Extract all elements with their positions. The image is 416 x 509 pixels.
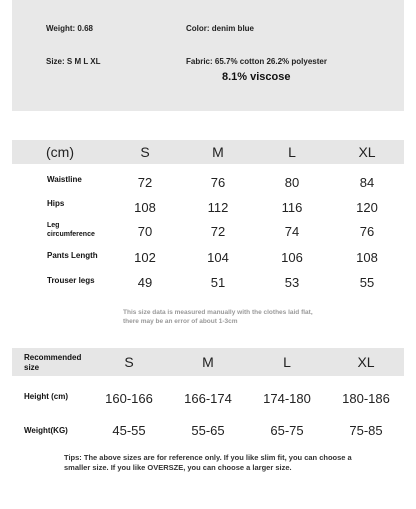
row-label-hips: Hips — [47, 199, 65, 208]
weight-s: 45-55 — [112, 423, 146, 438]
unit-label: (cm) — [46, 144, 74, 160]
trouser-legs-m: 51 — [210, 275, 226, 290]
pants-length-s: 102 — [134, 250, 156, 265]
trouser-legs-s: 49 — [137, 275, 153, 290]
pants-length-l: 106 — [281, 250, 303, 265]
weight-m: 55-65 — [191, 423, 225, 438]
waistline-l: 80 — [284, 175, 300, 190]
height-m: 166-174 — [184, 391, 232, 406]
height-xl: 180-186 — [342, 391, 390, 406]
height-s: 160-166 — [105, 391, 153, 406]
color-info: Color: denim blue — [186, 24, 254, 33]
hips-xl: 120 — [356, 200, 378, 215]
fabric-info: Fabric: 65.7% cotton 26.2% polyester — [186, 57, 327, 66]
recommend-header-s: S — [124, 354, 134, 370]
recommend-header-l: L — [283, 354, 291, 370]
height-l: 174-180 — [263, 391, 311, 406]
hips-s: 108 — [134, 200, 156, 215]
row-label-pants-length: Pants Length — [47, 251, 98, 260]
leg-xl: 76 — [359, 224, 375, 239]
size-header-xl: XL — [358, 144, 376, 160]
recommend-header-m: M — [202, 354, 214, 370]
product-info-panel — [12, 0, 404, 111]
row-label-height: Height (cm) — [24, 392, 68, 401]
measurement-note-line2: there may be an error of about 1-3cm — [123, 318, 238, 325]
weight-l: 65-75 — [270, 423, 304, 438]
waistline-s: 72 — [137, 175, 153, 190]
row-label-leg-2: circumference — [47, 231, 95, 238]
pants-length-m: 104 — [207, 250, 229, 265]
hips-m: 112 — [207, 200, 229, 215]
recommended-label-2: size — [24, 363, 40, 372]
row-label-leg: Leg — [47, 222, 60, 229]
weight-xl: 75-85 — [349, 423, 383, 438]
hips-l: 116 — [281, 200, 303, 215]
fabric-info-continued: 8.1% viscose — [222, 71, 291, 83]
tips-line2: smaller size. If you like OVERSZE, you can choose a larger size. — [64, 463, 292, 472]
waistline-xl: 84 — [359, 175, 375, 190]
size-header-l: L — [288, 144, 296, 160]
recommended-label: Recommended — [24, 353, 82, 362]
leg-s: 70 — [137, 224, 153, 239]
pants-length-xl: 108 — [356, 250, 378, 265]
trouser-legs-xl: 55 — [359, 275, 375, 290]
row-label-trouser-legs: Trouser legs — [47, 276, 95, 285]
weight-info: Weight: 0.68 — [46, 24, 93, 33]
leg-l: 74 — [284, 224, 300, 239]
measurement-note-line1: This size data is measured manually with the clothes laid flat, — [123, 309, 313, 316]
size-info: Size: S M L XL — [46, 57, 101, 66]
trouser-legs-l: 53 — [284, 275, 300, 290]
row-label-weight: Weight(KG) — [24, 426, 68, 435]
row-label-waistline: Waistline — [47, 175, 82, 184]
recommend-header-xl: XL — [357, 354, 375, 370]
size-header-m: M — [212, 144, 224, 160]
leg-m: 72 — [210, 224, 226, 239]
tips-line1: Tips: The above sizes are for reference only. If you like slim fit, you can choose a — [64, 453, 352, 462]
size-header-s: S — [140, 144, 150, 160]
waistline-m: 76 — [210, 175, 226, 190]
